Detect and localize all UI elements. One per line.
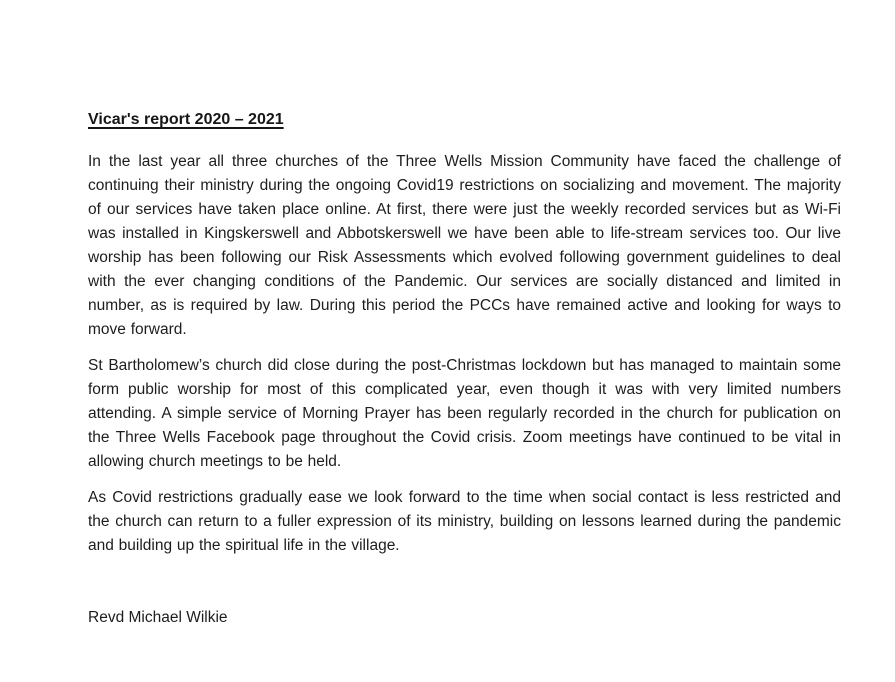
report-paragraph-3: As Covid restrictions gradually ease we look forward to the time when social contact is less restricted and the church can return to a fuller expression of its ministry, building on lessons learned during the pandemic and building up the spiritual life in the village. [88,489,841,554]
report-paragraph-2: St Bartholomew’s church did close during the post-Christmas lockdown but has managed to maintain some form public worship for most of this complicated year, even though it was with very limited numbers attending. A simple service of Morning Prayer has been regularly recorded in the church for publication on the Three Wells Facebook page throughout the Covid crisis. Zoom meetings have continued to be vital in allowing church meetings to be held. [88,357,841,470]
signature-line: Revd Michael Wilkie [88,609,228,626]
document-title: Vicar's report 2020 – 2021 [88,111,284,128]
report-paragraph-1: In the last year all three churches of the Three Wells Mission Community have faced the challenge of continuing their ministry during the ongoing Covid19 restrictions on socializing and movement. The majority of our services have taken place online. At first, there were just the weekly recorded services but as Wi-Fi was installed in Kingskerswell and Abbotskerswell we have been able to life-stream services too. Our live worship has been following our Risk Assessments which evolved following government guidelines to deal with the ever changing conditions of the Pandemic. Our services are socially distanced and limited in number, as is required by law. During this period the PCCs have remained active and looking for ways to move forward. [88,153,841,338]
document-content [88,108,841,630]
